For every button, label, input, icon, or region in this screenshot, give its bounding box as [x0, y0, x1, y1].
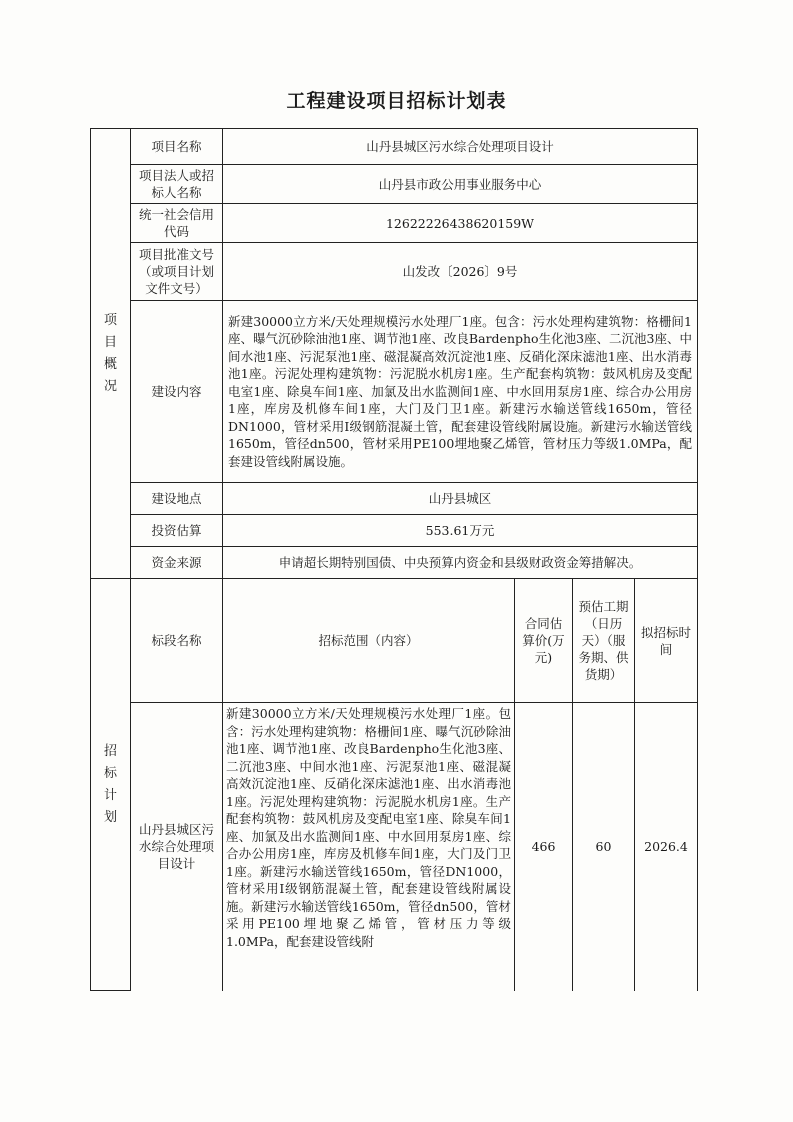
plan-side-label: 招 标 计 划 — [91, 579, 131, 991]
row-location — [91, 483, 698, 515]
row-investment — [91, 515, 698, 547]
project-name-label: 项目名称 — [131, 129, 223, 165]
approval-number-label: 项目批准文号（或项目计划文件文号） — [131, 243, 223, 301]
overview-side-label: 项 目 概 况 — [91, 129, 131, 579]
header-bid-time: 拟招标时间 — [635, 579, 698, 703]
credit-code-value: 12622226438620159W — [223, 204, 698, 243]
tenderer-value: 山丹县市政公用事业服务中心 — [223, 165, 698, 204]
row-credit-code — [91, 204, 698, 243]
planned-bid-time: 2026.4 — [635, 703, 698, 991]
row-project-name — [91, 129, 698, 165]
funding-source-label: 资金来源 — [131, 547, 223, 579]
plan-row — [91, 703, 698, 991]
bid-scope: 新建30000立方米/天处理规模污水处理厂1座。包含：污水处理构建筑物：格栅间1座、曝气沉砂除油池1座、调节池1座、改良Bardenpho生化池3座、二沉池3座、中间水池1座、污泥泵池1座、磁混凝高效沉淀池1座、反硝化深床滤池1座、出水消毒池1座。污泥处理构建筑物：污泥脱水机房1座。生产配套构筑物：鼓风机房及变配电室1座、除臭车间1座、加氯及出水监测间1座、中水回用泵房1座、综合办公用房1座，库房及机修车间1座，大门及门卫1座。新建污水输送管线1650m，管径DN1000，管材采用Ⅰ级钢筋混凝土管，配套建设管线附属设施。新建污水输送管线1650m，管径dn500，管材采用PE100埋地聚乙烯管，管材压力等级1.0MPa，配套建设管线附 — [223, 703, 515, 991]
row-construction-content — [91, 301, 698, 483]
section-name: 山丹县城区污水综合处理项目设计 — [131, 703, 223, 991]
row-tenderer — [91, 165, 698, 204]
investment-value: 553.61万元 — [223, 515, 698, 547]
construction-content-value: 新建30000立方米/天处理规模污水处理厂1座。包含：污水处理构建筑物：格栅间1座、曝气沉砂除油池1座、调节池1座、改良Bardenpho生化池3座、二沉池3座、中间水池1座、污泥泵池1座、磁混凝高效沉淀池1座、反硝化深床滤池1座、出水消毒池1座。污泥处理构建筑物：污泥脱水机房1座。生产配套构筑物：鼓风机房及变配电室1座、除臭车间1座、加氯及出水监测间1座、中水回用泵房1座、综合办公用房1座，库房及机修车间1座，大门及门卫1座。新建污水输送管线1650m，管径DN1000，管材采用Ⅰ级钢筋混凝土管，配套建设管线附属设施。新建污水输送管线1650m，管径dn500，管材采用PE100埋地聚乙烯管，管材压力等级1.0MPa，配套建设管线附属设施。 — [223, 301, 698, 483]
row-approval-number — [91, 243, 698, 301]
bid-plan-table — [90, 128, 698, 991]
header-section-name: 标段名称 — [131, 579, 223, 703]
approval-number-value: 山发改〔2026〕9号 — [223, 243, 698, 301]
header-contract-price: 合同估算价(万元) — [515, 579, 573, 703]
tenderer-label: 项目法人或招标人名称 — [131, 165, 223, 204]
contract-price: 466 — [515, 703, 573, 991]
construction-content-label: 建设内容 — [131, 301, 223, 483]
location-value: 山丹县城区 — [223, 483, 698, 515]
plan-header-row — [91, 579, 698, 703]
page-title: 工程建设项目招标计划表 — [286, 90, 507, 112]
project-name-value: 山丹县城区污水综合处理项目设计 — [223, 129, 698, 165]
row-funding-source — [91, 547, 698, 579]
header-period: 预估工期（日历天）（服务期、供货期） — [573, 579, 635, 703]
estimated-period: 60 — [573, 703, 635, 991]
location-label: 建设地点 — [131, 483, 223, 515]
investment-label: 投资估算 — [131, 515, 223, 547]
credit-code-label: 统一社会信用代码 — [131, 204, 223, 243]
funding-source-value: 申请超长期特别国债、中央预算内资金和县级财政资金筹措解决。 — [223, 547, 698, 579]
header-scope: 招标范围（内容） — [223, 579, 515, 703]
